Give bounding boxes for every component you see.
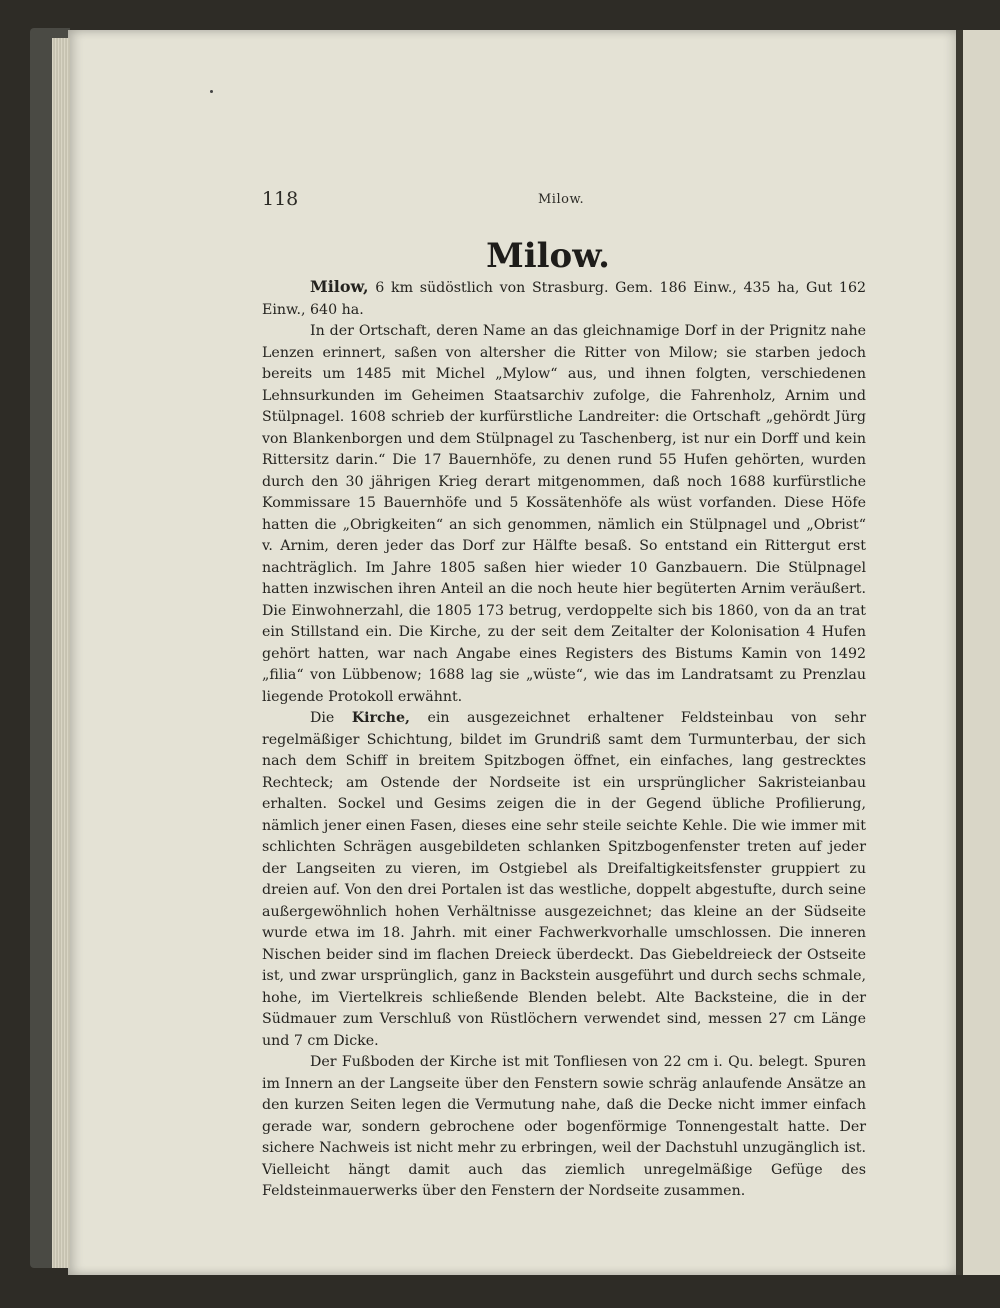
body-text bbox=[262, 276, 866, 1203]
paragraph-history: In der Ortschaft, deren Name an das gleichnamige Dorf in der Prignitz nahe Lenzen erinnert, saßen von altersher die Ritter von Milow; sie starben jedoch bereits um 1485 mit Michel „Mylow“ aus, und ihnen folgten, verschiedenen Lehnsurkunden im Geheimen Staatsarchiv zufolge, die Fahrenholz, Arnim und Stülpnagel. 1608 schrieb der kurfürstliche Landreiter: die Ortschaft „gehördt Jürg von Blankenborgen und dem Stülpnagel zu Taschenberg, ist nur ein Dorff und kein Rittersitz darin.“ Die 17 Bauernhöfe, zu denen rund 55 Hufen gehörten, wurden durch den 30 jährigen Krieg derart mitgenommen, daß noch 1688 kurfürstliche Kommissare 15 Bauernhöfe und 5 Kossätenhöfe als wüst vorfanden. Diese Höfe hatten die „Obrigkeiten“ an sich genommen, nämlich ein Stülpnagel und „Obrist“ v. Arnim, deren jeder das Dorf zur Hälfte besaß. So entstand ein Rittergut erst nachträglich. Im Jahre 1805 saßen hier wieder 10 Ganzbauern. Die Stülpnagel hatten inzwischen ihren Anteil an die noch heute hier begüterten Arnim veräußert. Die Einwohnerzahl, die 1805 173 betrug, verdoppelte sich bis 1860, von da an trat ein Stillstand ein. Die Kirche, zu der seit dem Zeitalter der Kolonisation 4 Hufen gehört hatten, war nach Angabe eines Registers des Bistums Kamin von 1492 „filia“ von Lübbenow; 1688 lag sie „wüste“, wie das im Landratsamt zu Prenzlau liegende Protokoll erwähnt. bbox=[262, 323, 866, 705]
paragraph-church bbox=[262, 708, 866, 1052]
page-speck bbox=[210, 90, 213, 93]
entry-text: 6 km südöstlich von Strasburg. Gem. 186 Einw., 435 ha, Gut 162 Einw., 640 ha. bbox=[262, 280, 866, 318]
facing-page-edge bbox=[960, 30, 1000, 1275]
section-title: Milow. bbox=[486, 236, 610, 276]
paragraph-floor: Der Fußboden der Kirche ist mit Tonfliesen von 22 cm i. Qu. belegt. Spuren im Innern an der Langseite über den Fenstern sowie schräg anlaufende Ansätze an den kurzen Seiten legen die Vermutung nahe, daß die Decke nicht immer einfach gerade war, sondern gebrochene oder bogenförmige Tonnengestalt hatte. Der sichere Nachweis ist nicht mehr zu erbringen, weil der Dachstuhl unzugänglich ist. Vielleicht hängt damit auch das ziemlich unregelmäßige Gefüge des Feldsteinmauerwerks über den Fenstern der Nordseite zusammen. bbox=[262, 1054, 866, 1199]
church-lead: Die bbox=[310, 710, 352, 726]
entry-lead-word: Milow, bbox=[310, 277, 369, 296]
running-head: Milow. bbox=[538, 192, 585, 207]
page-number: 118 bbox=[262, 188, 299, 210]
page-edges bbox=[52, 38, 70, 1268]
paragraph-entry bbox=[262, 276, 866, 321]
church-text: ein ausgezeichnet erhaltener Feldsteinbau von sehr regelmäßiger Schichtung, bildet im Grundriß samt dem Turmunterbau, der sich nach dem Schiff in breitem Spitzbogen öffnet, ein einfaches, lang gestrecktes Rechteck; am Ostende der Nordseite ist ein ursprünglicher Sakristeianbau erhalten. Sockel und Gesims zeigen die in der Gegend übliche Profilierung, nämlich jener einen Fasen, dieses eine sehr steile seichte Kehle. Die wie immer mit schlichten Schrägen ausgebildeten schlanken Spitzbogenfenster treten auf jeder der Langseiten zu vieren, im Ostgiebel als Dreifaltigkeitsfenster gruppiert zu dreien auf. Von den drei Portalen ist das westliche, doppelt abgestufte, durch seine außergewöhnlich hohen Verhältnisse ausgezeichnet; das kleine an der Südseite wurde etwa im 18. Jahrh. mit einer Fachwerkvorhalle umschlossen. Die inneren Nischen beider sind im flachen Dreieck überdeckt. Das Giebeldreieck der Ostseite ist, und zwar ursprünglich, ganz in Backstein ausgeführt und durch sechs schmale, hohe, im Viertelkreis schließende Blenden belebt. Alte Backsteine, die in der Südmauer zum Verschluß von Rüstlöchern verwendet sind, messen 27 cm Länge und 7 cm Dicke. bbox=[262, 710, 866, 1049]
church-keyword: Kirche, bbox=[351, 710, 410, 726]
